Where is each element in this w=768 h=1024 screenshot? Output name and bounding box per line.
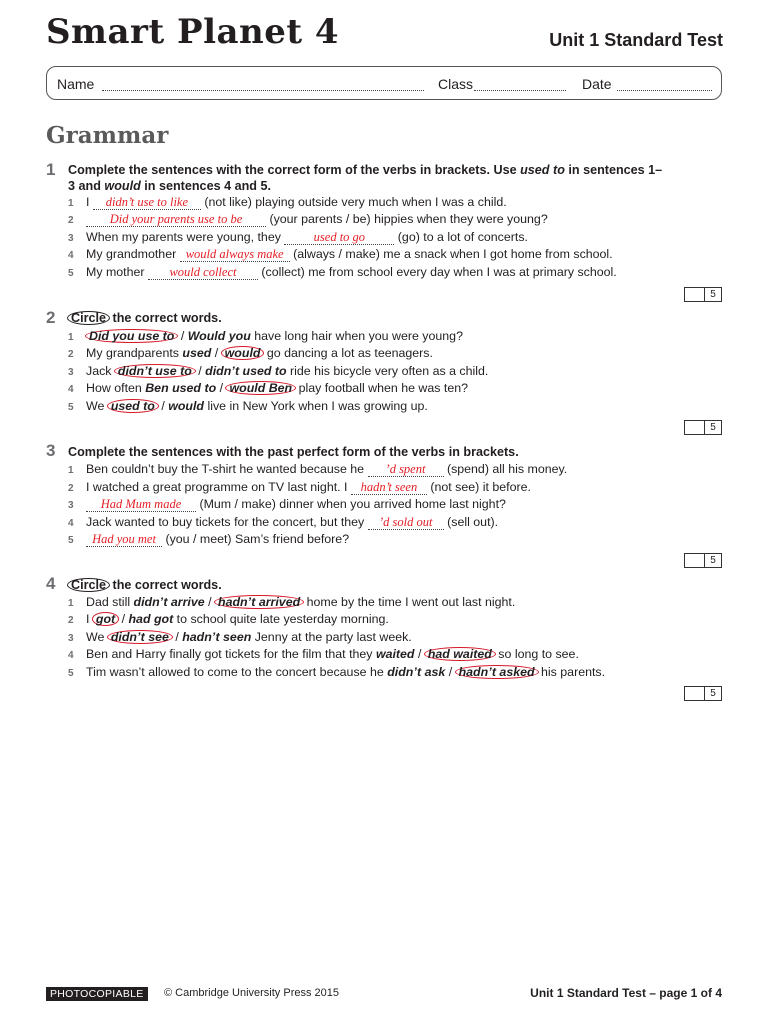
option[interactable]: would [168,399,204,413]
sentence-text: I watched a great programme on TV last night. I [86,480,351,494]
option-separator: / [204,595,215,609]
item-number: 3 [68,633,74,644]
answer-field[interactable]: Had Mum made [86,498,196,512]
section-title: Grammar [46,122,169,149]
score-points: 5 [710,688,716,699]
answer-field[interactable]: Did your parents use to be [86,213,266,227]
instr-part: would [104,179,141,193]
answer-field[interactable]: ’d spent [368,463,444,477]
copyright: © Cambridge University Press 2015 [164,987,340,999]
sentence-text: live in New York when I was growing up. [204,399,428,413]
sentence-row [68,380,468,397]
answer-field[interactable]: would always make [180,248,290,262]
option-separator: / [194,364,206,378]
sentence-text: have long hair when you were young? [250,329,463,343]
class-label: Class [438,76,474,92]
sentence-text: (Mum / make) dinner when you arrived home last night? [196,497,506,511]
sentence-text: How often [86,381,146,395]
test-title: Unit 1 Standard Test [549,30,723,50]
option-separator: / [118,612,129,626]
sentence-row [68,345,433,362]
sentence-row [68,328,463,345]
date-label: Date [582,76,612,92]
sentence-row [68,611,389,628]
item-number: 5 [68,402,74,413]
option-separator: / [414,647,425,661]
exercise-instructions: Complete the sentences with the past perfect form of the verbs in brackets. [68,445,519,459]
exercise-number: 4 [46,574,56,593]
sentence-text: My mother [86,265,148,279]
option[interactable]: didn’t arrive [133,595,205,609]
sentence-row [68,629,412,646]
item-number: 1 [68,465,74,476]
sentence-text: go dancing a lot as teenagers. [263,346,433,360]
sentence-text: Dad still [86,595,134,609]
sentence-row [68,246,613,263]
option[interactable]: used [182,346,212,360]
sentence-text: Tim wasn’t allowed to come to the concert because he [86,665,388,679]
option[interactable]: waited [375,647,415,661]
item-number: 4 [68,250,74,261]
sentence-text: (sell out). [443,515,499,529]
answer-field[interactable]: used to go [284,231,394,245]
option[interactable]: had got [128,612,174,626]
item-number: 5 [68,668,74,679]
circled-option[interactable]: hadn’t asked [455,665,539,679]
score-points: 5 [710,289,716,300]
option[interactable]: Ben used to [145,381,217,395]
sentence-text: Ben and Harry finally got tickets for the film that they [86,647,376,661]
score-box[interactable] [684,553,722,568]
instr-part: the correct words. [109,311,222,325]
circled-option[interactable]: would Ben [225,381,296,395]
circled-option[interactable]: didn’t see [107,630,173,644]
item-number: 3 [68,367,74,378]
sentence-text: ride his bicycle very often as a child. [286,364,489,378]
sentence-text: (collect) me from school every day when I was at primary school. [257,265,617,279]
sentence-text: Jenny at the party last week. [251,630,412,644]
sentence-text: to school quite late yesterday morning. [173,612,389,626]
sentence-text: (you / meet) Sam’s friend before? [162,532,350,546]
answer-field[interactable]: Had you met [86,533,162,547]
item-number: 5 [68,268,74,279]
sentence-row [68,514,498,531]
item-number: 3 [68,500,74,511]
sentence-row [68,594,515,611]
page-title: Smart Planet 4 [46,12,340,52]
sentence-text: We [86,630,108,644]
exercise-instructions [68,310,222,326]
option-separator: / [216,381,227,395]
item-number: 4 [68,384,74,395]
name-field[interactable] [102,90,424,91]
sentence-text: so long to see. [494,647,579,661]
option[interactable]: didn’t used to [205,364,287,378]
score-points: 5 [710,555,716,566]
photocopiable-badge: PHOTOCOPIABLE [46,987,148,1001]
sentence-text: I [86,612,93,626]
item-number: 3 [68,233,74,244]
sentence-row [68,461,567,478]
sentence-text: I [86,195,93,209]
item-number: 5 [68,535,74,546]
item-number: 4 [68,650,74,661]
exercise-number: 2 [46,308,56,327]
circled-option[interactable]: used to [107,399,159,413]
item-number: 1 [68,332,74,343]
option-separator: / [157,399,169,413]
sentence-row [68,229,528,246]
item-number: 2 [68,215,74,226]
sentence-row [68,211,548,228]
sentence-row [68,264,617,281]
item-number: 2 [68,349,74,360]
sentence-text: We [86,399,108,413]
instr-part: the correct words. [109,578,222,592]
sentence-text: (spend) all his money. [443,462,568,476]
score-box[interactable] [684,686,722,701]
circled-option[interactable]: Did you use to [85,329,178,343]
circle-word: Circle [67,311,110,325]
circled-option[interactable]: got [92,612,119,626]
sentence-row [68,479,531,496]
answer-field[interactable]: would collect [148,266,258,280]
option[interactable]: didn’t ask [387,665,446,679]
sentence-row [68,363,488,380]
item-number: 1 [68,198,74,209]
sentence-text: (not like) playing outside very much when I was a child. [200,195,507,209]
item-number: 2 [68,483,74,494]
date-field[interactable] [617,90,712,91]
sentence-text: My grandparents [86,346,183,360]
sentence-text: Jack wanted to buy tickets for the concert, but they [86,515,368,529]
sentence-text: (go) to a lot of concerts. [394,230,528,244]
sentence-row [68,646,579,663]
option-separator: / [177,329,188,343]
circled-option[interactable]: had waited [424,647,496,661]
circled-option[interactable]: would [221,346,265,360]
instr-part: Complete the sentences with the correct form of the verbs in brackets. Use [68,163,521,177]
instr-part: in sentences 4 and 5. [140,179,271,193]
exercise-number: 3 [46,441,56,460]
sentence-text: Ben couldn’t buy the T-shirt he wanted because he [86,462,368,476]
sentence-row [68,531,349,548]
option[interactable]: Would you [187,329,251,343]
circle-word: Circle [67,578,110,592]
option-separator: / [211,346,222,360]
sentence-text: My grandmother [86,247,180,261]
student-info-box [46,66,722,100]
exercise-instructions [68,577,222,593]
sentence-text: (your parents / be) hippies when they were young? [266,212,548,226]
circled-option[interactable]: hadn’t arrived [214,595,304,609]
sentence-text: play football when he was ten? [295,381,469,395]
sentence-text: Jack [86,364,115,378]
instr-part: in sentences 1–3 and [68,163,663,193]
answer-field[interactable]: didn’t use to like [93,196,201,210]
score-box[interactable] [684,420,722,435]
exercise-instructions [68,162,668,194]
class-field[interactable] [474,90,566,91]
item-number: 2 [68,615,74,626]
instr-part: used to [520,163,565,177]
answer-field[interactable]: hadn’t seen [351,481,427,495]
option[interactable]: hadn’t seen [182,630,252,644]
option-separator: / [445,665,456,679]
exercise-number: 1 [46,160,56,179]
name-label: Name [57,76,95,92]
sentence-text: (not see) it before. [426,480,531,494]
circled-option[interactable]: didn’t use to [114,364,196,378]
score-box[interactable] [684,287,722,302]
sentence-row [68,496,506,513]
sentence-text: (always / make) me a snack when I got home from school. [289,247,613,261]
score-points: 5 [710,422,716,433]
sentence-row [68,194,507,211]
answer-field[interactable]: ’d sold out [368,516,444,530]
sentence-row [68,398,428,415]
page-reference: Unit 1 Standard Test – page 1 of 4 [530,986,722,1000]
item-number: 1 [68,598,74,609]
sentence-text: home by the time I went out last night. [303,595,516,609]
sentence-row [68,664,605,681]
sentence-text: his parents. [537,665,606,679]
option-separator: / [171,630,183,644]
sentence-text: When my parents were young, they [86,230,285,244]
item-number: 4 [68,518,74,529]
